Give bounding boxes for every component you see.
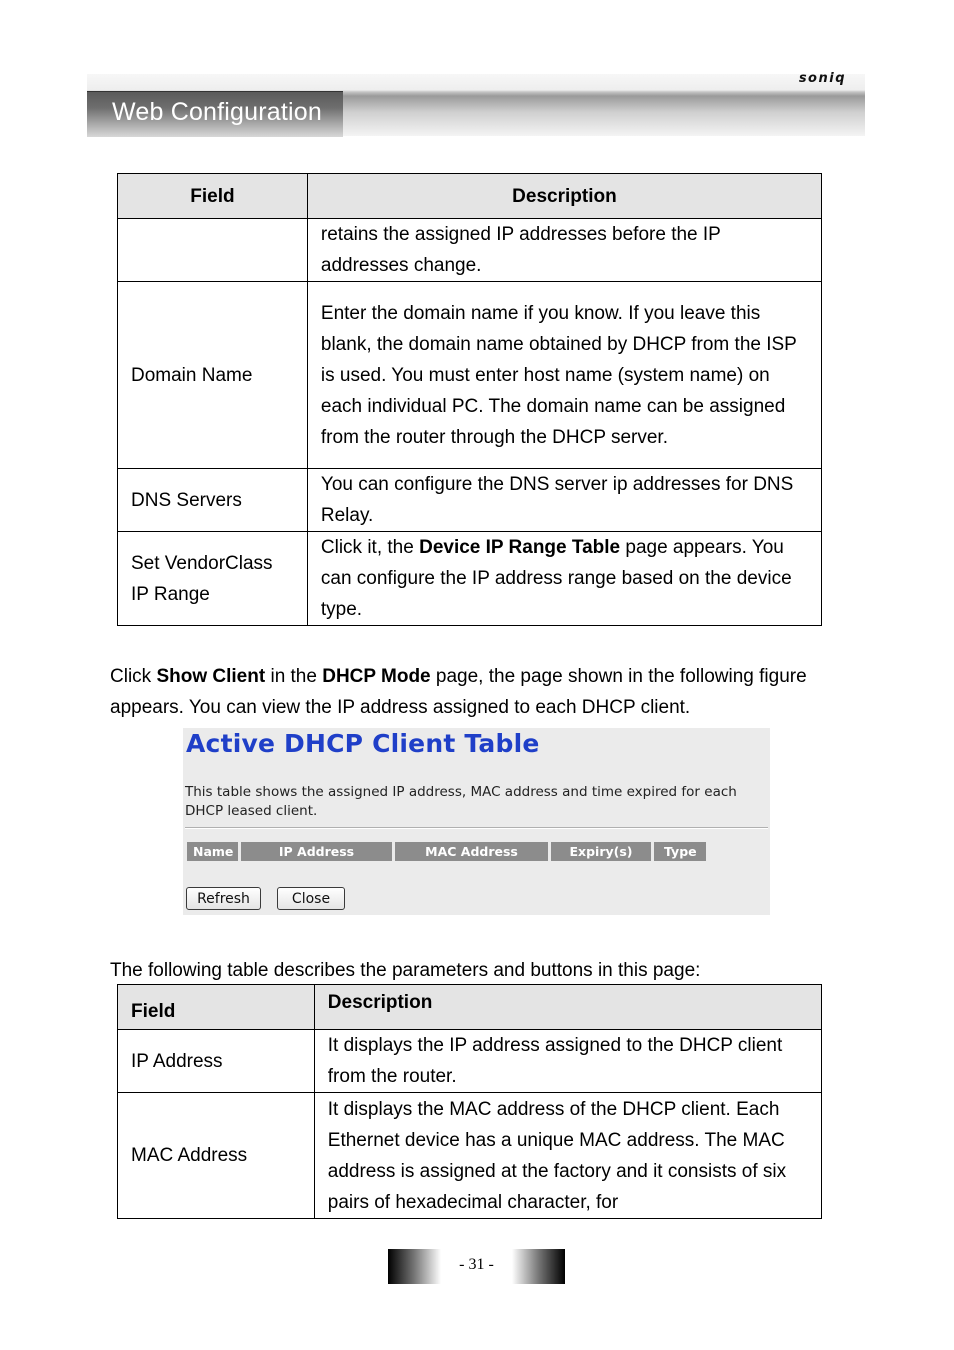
text: Click <box>110 666 157 687</box>
field-cell: Domain Name <box>118 282 308 469</box>
description-text: Click it, the <box>320 537 420 558</box>
field-cell <box>118 219 308 282</box>
screenshot-description: This table shows the assigned IP address, MAC address and time expired for each DHCP leased client. <box>185 784 737 819</box>
header-description-text: Description <box>327 991 433 1013</box>
header-field <box>118 985 315 1030</box>
description-cell: Enter the domain name if you know. If you leave this blank, the domain name obtained by DHCP from the ISP is used. You must enter host name (system name) on each individual PC. The domain name can be assigned from the router through the DHCP server. <box>307 282 821 469</box>
description-text: page appears. You can configure the IP address range based on the device type. <box>320 537 792 620</box>
description-cell: It displays the IP address assigned to the DHCP client from the router. <box>314 1030 821 1093</box>
table-row <box>118 532 822 626</box>
description-cell: It displays the MAC address of the DHCP client. Each Ethernet device has a unique MAC address. The MAC address is assigned at the factory and it consists of six pairs of hexadecimal character, for <box>314 1093 821 1219</box>
field-cell: DNS Servers <box>118 469 308 532</box>
column-header-expiry: Expiry(s) <box>551 842 651 861</box>
brand-logo: soniq <box>798 71 846 86</box>
field-description-table-1 <box>117 173 822 626</box>
table-header-row <box>118 174 822 219</box>
column-header-mac-address: MAC Address <box>395 842 548 861</box>
page-header-title: Web Configuration <box>112 98 323 126</box>
description-cell: retains the assigned IP addresses before the IP addresses change. <box>307 219 821 282</box>
column-header-type: Type <box>654 842 706 861</box>
dhcp-mode-ref: DHCP Mode <box>322 666 431 687</box>
description-cell <box>307 532 821 626</box>
page-footer <box>388 1249 565 1284</box>
field-cell: MAC Address <box>118 1093 315 1219</box>
table-row <box>118 219 822 282</box>
intro-paragraph-line-1 <box>110 661 807 692</box>
close-button[interactable]: Close <box>277 887 345 910</box>
intro-paragraph-line-2: appears. You can view the IP address assigned to each DHCP client. <box>110 697 691 718</box>
field-description-table-2 <box>117 984 822 1219</box>
show-client-ref: Show Client <box>156 666 266 687</box>
table-row <box>118 282 822 469</box>
table-row <box>118 1093 822 1219</box>
table-row <box>118 1030 822 1093</box>
header-description <box>314 985 821 1030</box>
description-cell: You can configure the DNS server ip addresses for DNS Relay. <box>307 469 821 532</box>
header-field: Field <box>118 174 308 219</box>
column-header-ip-address: IP Address <box>241 842 392 861</box>
text: page, the page shown in the following figure <box>430 666 807 687</box>
header-field-text: Field <box>131 1000 176 1022</box>
column-header-name: Name <box>187 842 238 861</box>
header-description: Description <box>307 174 821 219</box>
dhcp-client-table-screenshot <box>183 728 770 915</box>
table-intro-paragraph: The following table describes the parameters and buttons in this page: <box>110 960 701 981</box>
table-row <box>118 469 822 532</box>
device-ip-range-table-ref: Device IP Range Table <box>419 537 621 558</box>
refresh-button[interactable]: Refresh <box>186 887 261 910</box>
field-cell: IP Address <box>118 1030 315 1093</box>
field-cell: Set VendorClass IP Range <box>118 532 308 626</box>
page-number: - 31 - <box>459 1256 494 1273</box>
divider <box>185 827 768 829</box>
table-header-row <box>118 985 822 1030</box>
screenshot-title: Active DHCP Client Table <box>186 729 540 758</box>
text: in the <box>265 666 323 687</box>
